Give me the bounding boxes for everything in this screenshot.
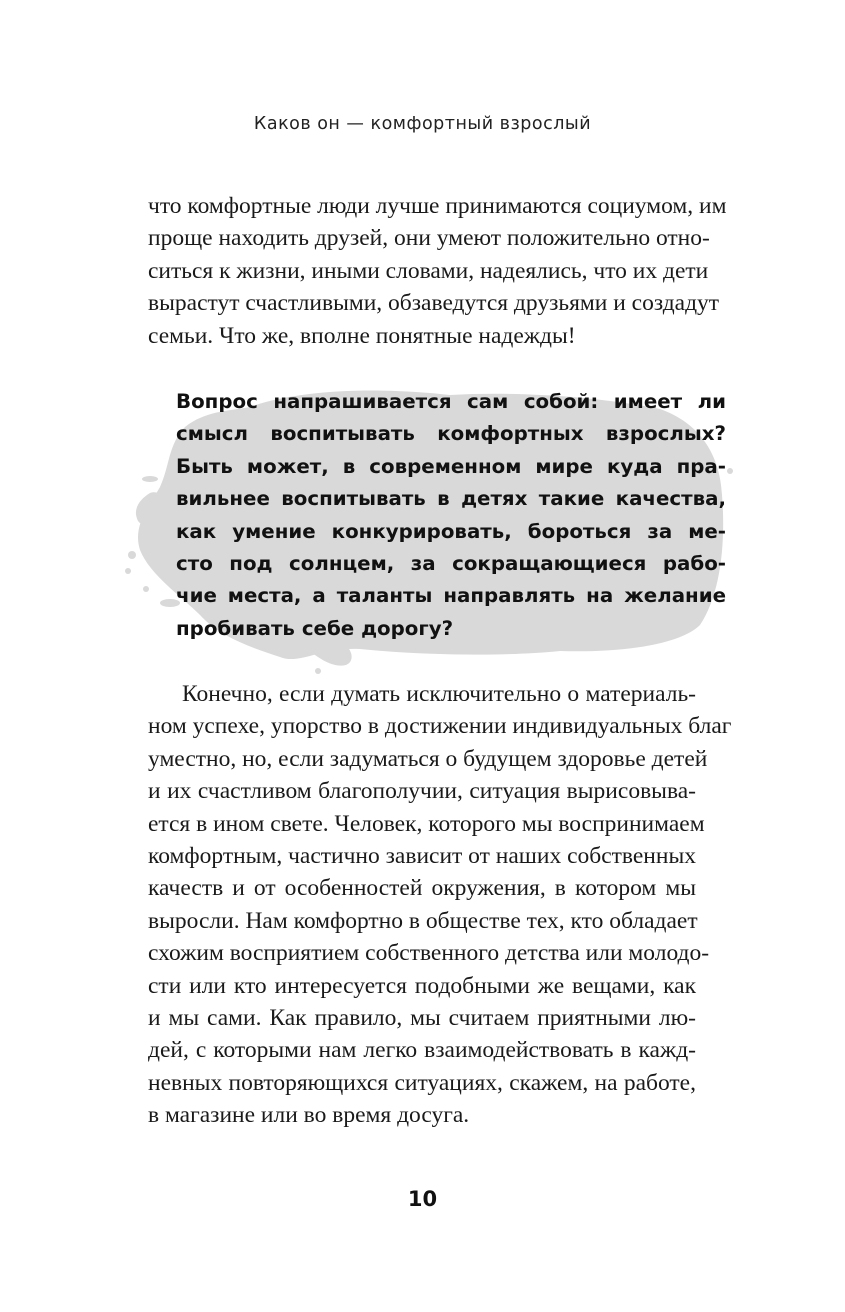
callout-text (176, 386, 726, 645)
text-line: комфортным, частично зависит от наших собственных (148, 843, 696, 870)
paragraph-2 (148, 678, 732, 1132)
text-line: ется в ином свете. Человек, которого мы воспринимаем (148, 810, 705, 837)
callout-line: сто под солнцем, за сокращающиеся рабо- (176, 552, 726, 576)
page-number: 10 (407, 1187, 438, 1211)
text-line: и мы сами. Как правило, мы считаем приятными лю- (148, 1005, 696, 1032)
text-line: вырастут счастливыми, обзаведутся друзьями и создадут (148, 290, 720, 317)
running-head: Каков он — комфортный взрослый (253, 114, 592, 134)
text-line: ном успехе, упорство в достижении индивидуальных благ (148, 713, 732, 740)
callout-line: смысл воспитывать комфортных взрослых? (176, 422, 726, 446)
text-line: уместно, но, если задуматься о будущем здоровье детей (148, 745, 708, 772)
text-line: схожим восприятием собственного детства или молодо- (148, 940, 710, 967)
callout-line: чие места, а таланты направлять на желание (176, 584, 726, 608)
callout-line: Вопрос напрашивается сам собой: имеет ли (176, 390, 726, 413)
text-line: и их счастливом благополучии, ситуация вырисовыва- (148, 778, 696, 805)
callout-box (0, 375, 845, 675)
callout-line: как умение конкурировать, бороться за ме- (176, 519, 726, 543)
text-line: дей, с которыми нам легко взаимодействовать в кажд- (148, 1037, 696, 1064)
text-line: семьи. Что же, вполне понятные надежды! (148, 322, 576, 349)
text-line: качеств и от особенностей окружения, в котором мы (148, 875, 696, 902)
text-line: выросли. Нам комфортно в обществе тех, кто обладает (148, 907, 698, 934)
callout-line: вильнее воспитывать в детях такие качества, (176, 487, 726, 511)
callout-line: пробивать себе дорогу? (176, 616, 454, 640)
text-line: сти или кто интересуется подобными же вещами, как (148, 972, 696, 999)
callout-line: Быть может, в современном мире куда пра- (176, 454, 726, 478)
text-line: невных повторяющихся ситуациях, скажем, на работе, (148, 1069, 696, 1096)
text-line: в магазине или во время досуга. (148, 1102, 470, 1129)
text-line: проще находить друзей, они умеют положительно отно- (148, 225, 710, 252)
text-line: Конечно, если думать исключительно о материаль- (182, 681, 696, 707)
paragraph-1 (148, 190, 727, 352)
text-line: что комфортные люди лучше принимаются социумом, им (148, 193, 727, 219)
text-line: ситься к жизни, иными словами, надеялись, что их дети (148, 257, 709, 284)
